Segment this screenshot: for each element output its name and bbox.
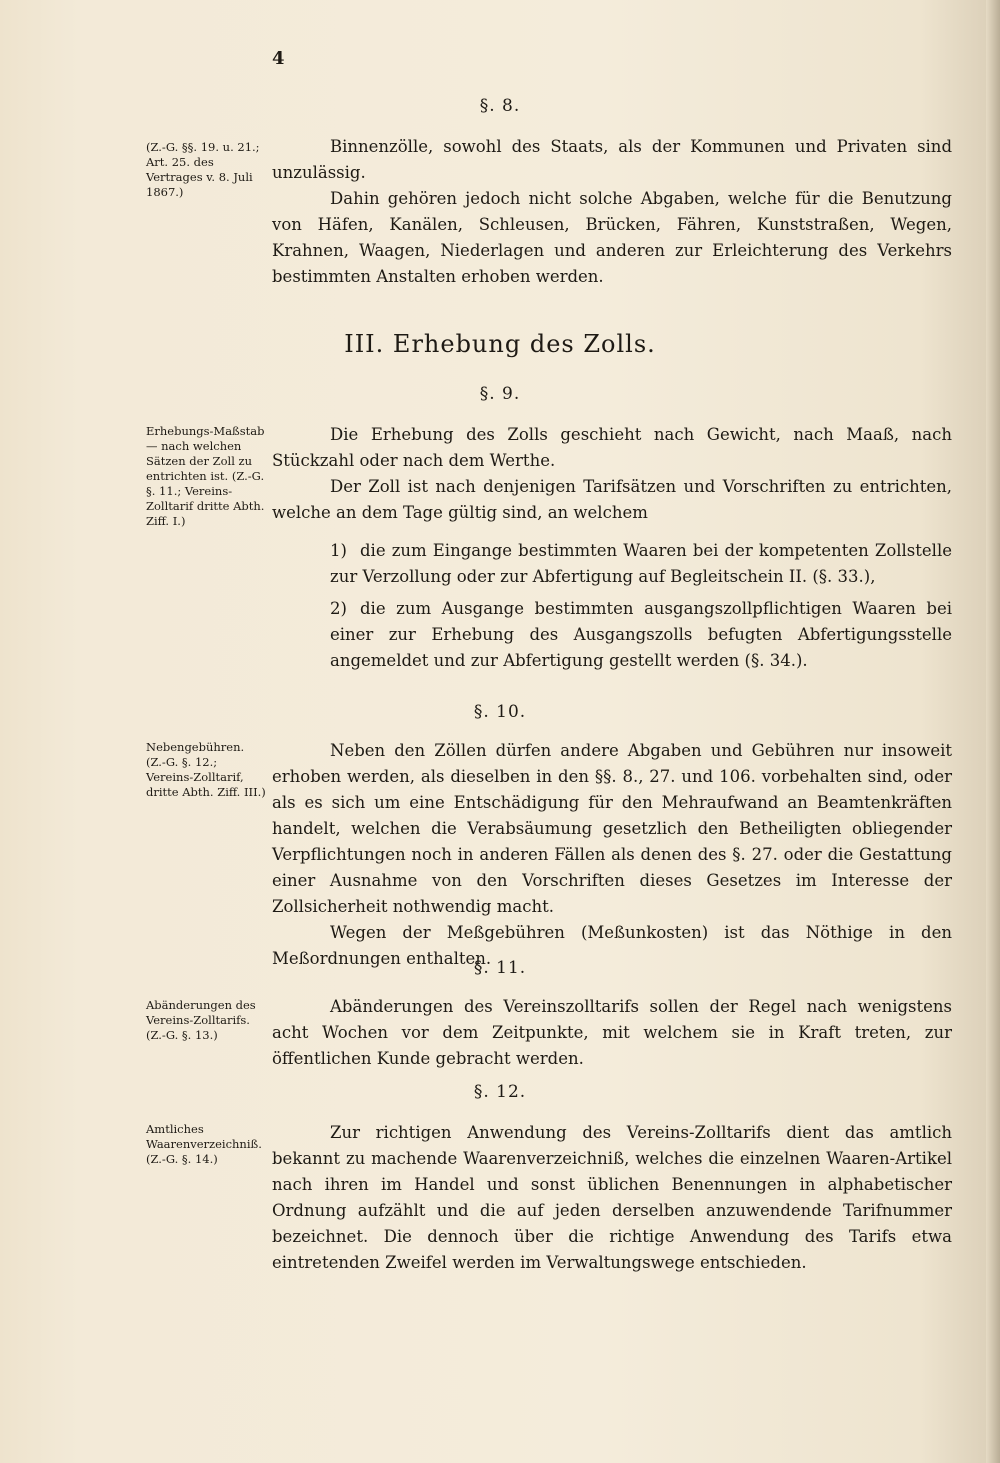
margin-note-10: Nebengebühren. (Z.-G. §. 12.; Vereins-Zolltarif, dritte Abth. Ziff. III.) <box>146 740 266 799</box>
list-item-number: 1) <box>330 541 347 560</box>
page-edge <box>986 0 1000 1463</box>
list-item-text: die zum Eingange bestimmten Waaren bei der kompetenten Zollstelle zur Verzollung oder zur Abfertigung auf Begleitschein II. (§. 33.), <box>330 541 952 586</box>
section-heading-11: §. 11. <box>473 958 527 978</box>
section-heading-10: §. 10. <box>473 702 527 722</box>
page-number: 4 <box>272 48 285 69</box>
paragraph: Zur richtigen Anwendung des Vereins-Zolltarifs dient das amtlich bekannt zu machende Waarenverzeichniß, welches die einzelnen Waaren-Artikel nach ihren im Handel und sonst üblichen Benennungen in alphabetischer Ordnung aufzählt und die auf jeden derselben anzuwendende Tarifnummer bezeichnet. Die dennoch über die richtige Anwendung des Tarifs etwa eintretenden Zweifel werden im Verwaltungswege entschieden. <box>272 1123 952 1272</box>
paragraph: Binnenzölle, sowohl des Staats, als der Kommunen und Privaten sind unzulässig. <box>272 137 952 182</box>
section-heading-8: §. 8. <box>479 96 521 116</box>
section-10-text <box>272 738 952 972</box>
list-item <box>330 538 952 590</box>
paragraph: Wegen der Meßgebühren (Meßunkosten) ist das Nöthige in den Meßordnungen enthalten. <box>272 923 952 968</box>
list-item-text: die zum Ausgange bestimmten ausgangszollpflichtigen Waaren bei einer zur Erhebung des Ausgangszolls befugten Abfertigungsstelle angemeldet und zur Abfertigung gestellt werden (§. 34.). <box>330 599 952 670</box>
margin-note-8: (Z.-G. §§. 19. u. 21.; Art. 25. des Vertrages v. 8. Juli 1867.) <box>146 140 260 199</box>
section-12-text <box>272 1120 952 1276</box>
part-heading: III. Erhebung des Zolls. <box>344 330 656 358</box>
paragraph: Die Erhebung des Zolls geschieht nach Gewicht, nach Maaß, nach Stückzahl oder nach dem Werthe. <box>272 425 952 470</box>
margin-note-12: Amtliches Waarenverzeichniß. (Z.-G. §. 14.) <box>146 1122 262 1166</box>
paragraph: Der Zoll ist nach denjenigen Tarifsätzen und Vorschriften zu entrichten, welche an dem Tage gültig sind, an welchem <box>272 477 952 522</box>
section-heading-12: §. 12. <box>473 1082 527 1102</box>
list-item-number: 2) <box>330 599 347 618</box>
section-8-text <box>272 134 952 290</box>
section-heading-9: §. 9. <box>479 384 521 404</box>
paragraph: Abänderungen des Vereinszolltarifs sollen der Regel nach wenigstens acht Wochen vor dem Zeitpunkte, mit welchem sie in Kraft treten, zur öffentlichen Kunde gebracht werden. <box>272 997 952 1068</box>
section-11-text <box>272 994 952 1072</box>
section-9-text <box>272 422 952 526</box>
margin-note-11: Abänderungen des Vereins-Zolltarifs. (Z.-G. §. 13.) <box>146 998 256 1042</box>
paragraph: Neben den Zöllen dürfen andere Abgaben und Gebühren nur insoweit erhoben werden, als dieselben in den §§. 8., 27. und 106. vorbehalten sind, oder als es sich um eine Entschädigung für den Mehraufwand an Beamtenkräften handelt, welchen die Verabsäumung gesetzlich den Betheiligten obliegender Verpflichtungen noch in anderen Fällen als denen des §. 27. oder die Gestattung einer Ausnahme von den Vorschriften dieses Gesetzes im Interesse der Zollsicherheit nothwendig macht. <box>272 741 952 916</box>
paragraph: Dahin gehören jedoch nicht solche Abgaben, welche für die Benutzung von Häfen, Kanälen, Schleusen, Brücken, Fähren, Kunststraßen, Wegen, Krahnen, Waagen, Niederlagen und anderen zur Erleichterung des Verkehrs bestimmten Anstalten erhoben werden. <box>272 189 952 286</box>
section-9-list <box>330 538 952 674</box>
margin-note-9: Erhebungs-Maßstab — nach welchen Sätzen der Zoll zu entrichten ist. (Z.-G. §. 11.; Vereins-Zolltarif dritte Abth. Ziff. I.) <box>146 424 265 528</box>
list-item <box>330 596 952 674</box>
